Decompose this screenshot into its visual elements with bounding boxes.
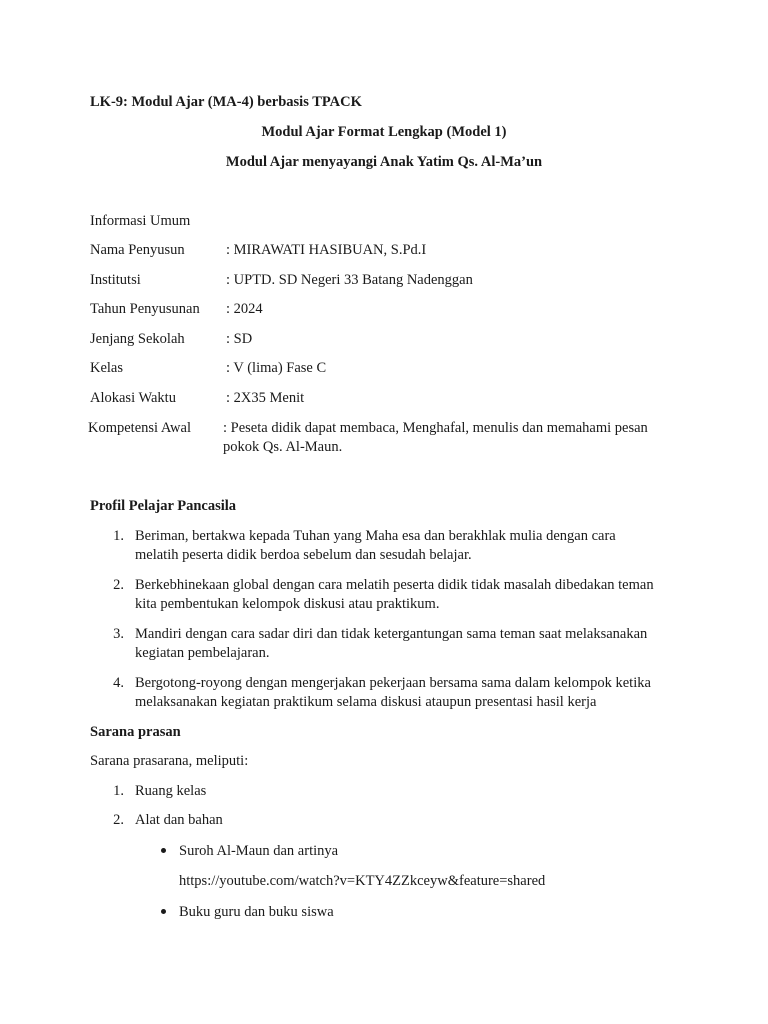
info-value-tahun: : 2024 xyxy=(226,301,263,317)
info-value-kompetensi-cont: pokok Qs. Al-Maun. xyxy=(223,439,343,455)
info-value-kompetensi: : Peseta didik dapat membaca, Menghafal, menulis dan memahami pesan xyxy=(223,420,648,436)
profil-item-line: melaksanakan kegiatan praktikum selama diskusi ataupun presentasi hasil kerja xyxy=(135,694,597,710)
bullet-icon xyxy=(161,848,166,853)
bullet-item-label: Suroh Al-Maun dan artinya xyxy=(179,843,339,859)
format-title: Modul Ajar Format Lengkap (Model 1) xyxy=(261,124,507,140)
profil-item-line: kegiatan pembelajaran. xyxy=(135,645,270,661)
bullet-icon xyxy=(161,909,166,914)
info-value-jenjang: : SD xyxy=(226,331,253,347)
profil-item-number: 3. xyxy=(113,626,124,642)
profil-item-line: Beriman, bertakwa kepada Tuhan yang Maha esa dan berakhlak mulia dengan cara xyxy=(135,528,616,544)
lk-title: LK-9: Modul Ajar (MA-4) berbasis TPACK xyxy=(90,94,362,110)
profil-item-number: 4. xyxy=(113,675,124,691)
info-label-nama: Nama Penyusun xyxy=(90,242,185,258)
profil-item-line: melatih peserta didik berdoa sebelum dan sesudah belajar. xyxy=(135,547,472,563)
profil-heading: Profil Pelajar Pancasila xyxy=(90,498,237,514)
info-value-alokasi: : 2X35 Menit xyxy=(226,390,305,406)
info-label-alokasi: Alokasi Waktu xyxy=(90,390,176,406)
module-title: Modul Ajar menyayangi Anak Yatim Qs. Al-Ma’un xyxy=(225,154,543,170)
sarana-item-label: Ruang kelas xyxy=(135,783,207,799)
sarana-item-label: Alat dan bahan xyxy=(135,812,223,828)
youtube-link[interactable]: https://youtube.com/watch?v=KTY4ZZkceyw&feature=shared xyxy=(179,873,546,889)
info-label-jenjang: Jenjang Sekolah xyxy=(90,331,185,347)
info-heading: Informasi Umum xyxy=(90,213,191,229)
sarana-intro: Sarana prasarana, meliputi: xyxy=(90,753,249,769)
profil-item-line: Bergotong-royong dengan mengerjakan pekerjaan bersama sama dalam kelompok ketika xyxy=(135,675,651,691)
info-label-kelas: Kelas xyxy=(90,360,124,376)
profil-item-line: kita pembentukan kelompok diskusi atau praktikum. xyxy=(135,596,440,612)
profil-item-number: 1. xyxy=(113,528,124,544)
profil-item-number: 2. xyxy=(113,577,124,593)
info-value-nama: : MIRAWATI HASIBUAN, S.Pd.I xyxy=(226,242,427,258)
info-value-kelas: : V (lima) Fase C xyxy=(226,360,327,376)
info-value-institusi: : UPTD. SD Negeri 33 Batang Nadenggan xyxy=(226,272,473,288)
profil-item-line: Berkebhinekaan global dengan cara melatih peserta didik tidak masalah dibedakan teman xyxy=(135,577,654,593)
sarana-heading: Sarana prasan xyxy=(90,724,181,740)
info-label-institusi: Institutsi xyxy=(90,272,141,288)
profil-item-line: Mandiri dengan cara sadar diri dan tidak ketergantungan sama teman saat melaksanakan xyxy=(135,626,648,642)
bullet-item-label: Buku guru dan buku siswa xyxy=(179,904,334,920)
sarana-item-number: 1. xyxy=(113,783,124,799)
info-label-kompetensi: Kompetensi Awal xyxy=(88,420,191,436)
sarana-item-number: 2. xyxy=(113,812,124,828)
info-label-tahun: Tahun Penyusunan xyxy=(90,301,200,317)
